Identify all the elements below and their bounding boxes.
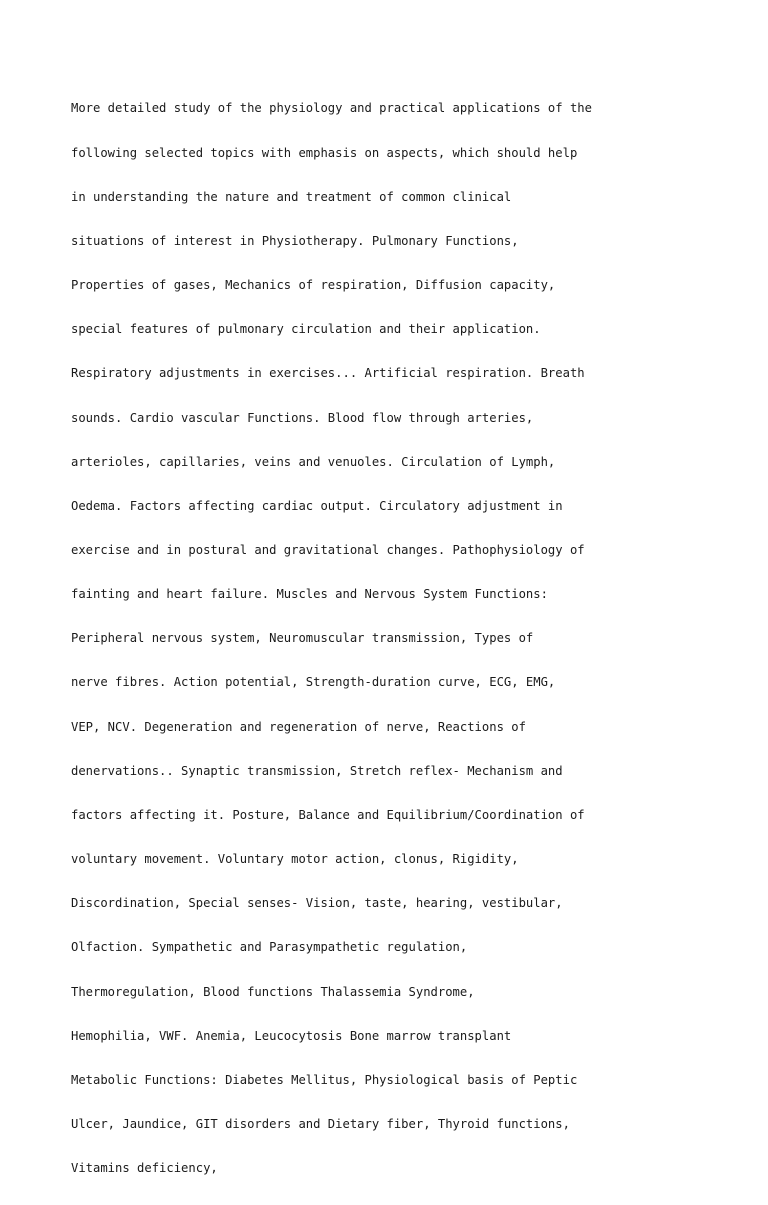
document-body-text: [71, 72, 731, 1205]
text-line: fainting and heart failure. Muscles and Nervous System Functions:: [71, 587, 548, 602]
text-line: Peripheral nervous system, Neuromuscular transmission, Types of: [71, 631, 534, 646]
text-line: special features of pulmonary circulation and their application.: [71, 322, 541, 337]
text-line: voluntary movement. Voluntary motor action, clonus, Rigidity,: [71, 852, 519, 867]
text-line: Oedema. Factors affecting cardiac output. Circulatory adjustment in: [71, 498, 563, 513]
text-line: factors affecting it. Posture, Balance and Equilibrium/Coordination of: [71, 807, 585, 822]
text-line: Properties of gases, Mechanics of respiration, Diffusion capacity,: [71, 278, 556, 293]
text-line: VEP, NCV. Degeneration and regeneration of nerve, Reactions of: [71, 719, 526, 734]
text-line: sounds. Cardio vascular Functions. Blood flow through arteries,: [71, 410, 534, 425]
text-line: arterioles, capillaries, veins and venuoles. Circulation of Lymph,: [71, 454, 556, 469]
text-line: Metabolic Functions: Diabetes Mellitus, Physiological basis of Peptic: [71, 1072, 578, 1087]
text-line: Ulcer, Jaundice, GIT disorders and Dietary fiber, Thyroid functions,: [71, 1117, 570, 1132]
text-line: Olfaction. Sympathetic and Parasympathetic regulation,: [71, 940, 468, 955]
text-line: Discordination, Special senses- Vision, taste, hearing, vestibular,: [71, 896, 563, 911]
text-line: nerve fibres. Action potential, Strength-duration curve, ECG, EMG,: [71, 675, 556, 690]
text-line: Thermoregulation, Blood functions Thalassemia Syndrome,: [71, 984, 475, 999]
text-line: Vitamins deficiency,: [71, 1161, 218, 1176]
text-line: following selected topics with emphasis on aspects, which should help: [71, 145, 578, 160]
text-line: in understanding the nature and treatment of common clinical: [71, 189, 512, 204]
text-line: exercise and in postural and gravitational changes. Pathophysiology of: [71, 543, 585, 557]
text-line: Hemophilia, VWF. Anemia, Leucocytosis Bone marrow transplant: [71, 1028, 512, 1043]
text-line: More detailed study of the physiology and practical applications of the: [71, 101, 592, 116]
text-line: Respiratory adjustments in exercises... Artificial respiration. Breath: [71, 366, 585, 381]
text-line: situations of interest in Physiotherapy. Pulmonary Functions,: [71, 233, 519, 248]
text-line: denervations.. Synaptic transmission, Stretch reflex- Mechanism and: [71, 763, 563, 778]
